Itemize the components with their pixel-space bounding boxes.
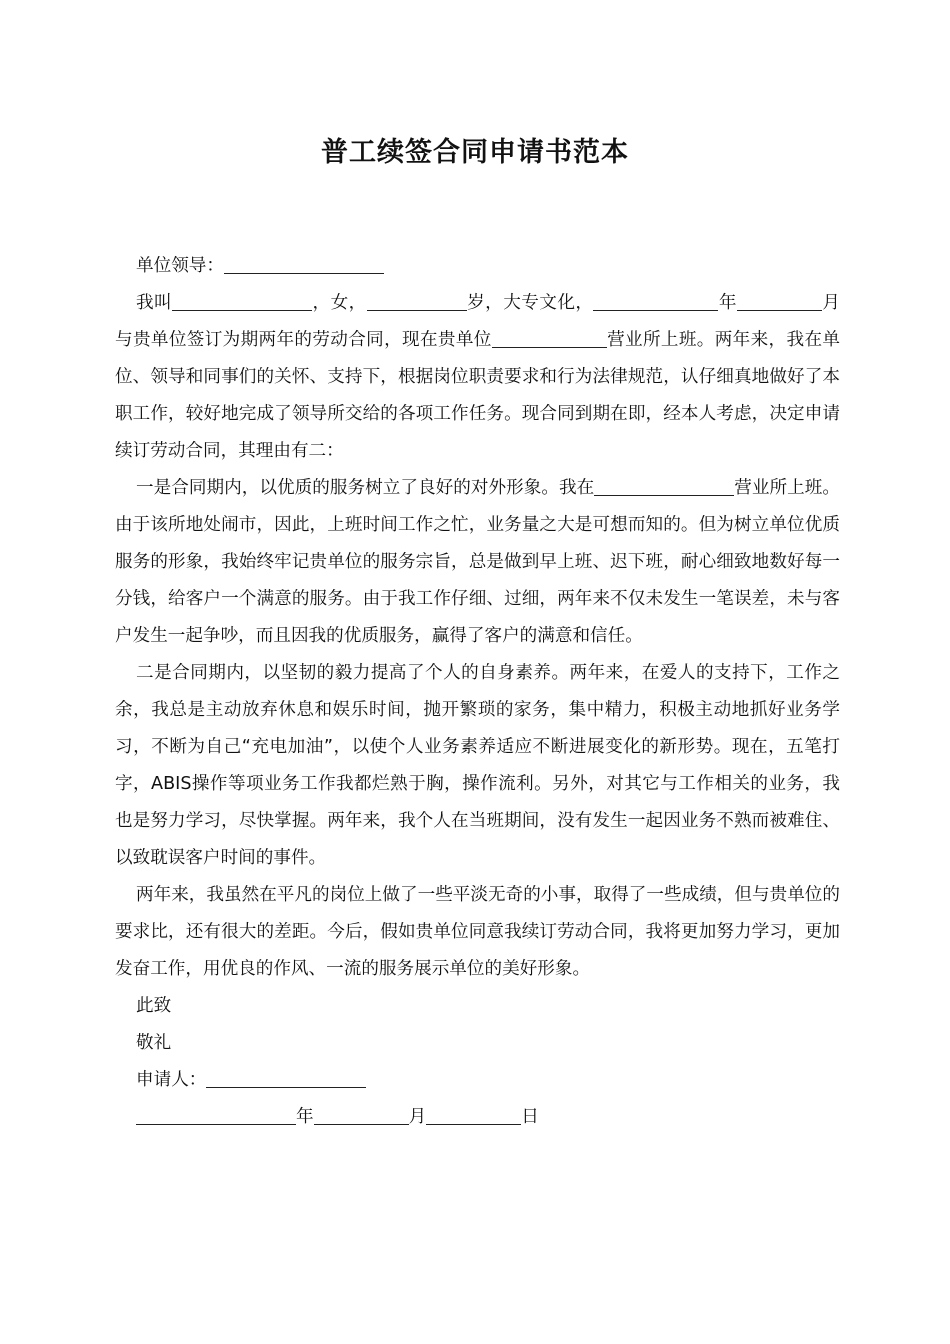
date-day-label: 日 — [521, 1107, 539, 1127]
date-month-label: 月 — [408, 1107, 427, 1127]
date-year-blank[interactable] — [136, 1106, 296, 1125]
closing-line-2: 敬礼 — [136, 1033, 172, 1053]
date-line — [115, 1099, 840, 1136]
closing-line-1: 此致 — [136, 996, 172, 1016]
branch-blank-2[interactable] — [594, 477, 734, 496]
leader-name-blank[interactable] — [224, 255, 384, 274]
age-blank[interactable] — [367, 292, 467, 311]
applicant-label: 申请人： — [136, 1070, 207, 1090]
date-month-blank[interactable] — [314, 1106, 409, 1125]
sign-month-blank[interactable] — [737, 292, 822, 311]
sign-year-blank[interactable] — [593, 292, 718, 311]
applicant-signature-blank[interactable] — [206, 1069, 366, 1088]
document-body — [115, 248, 840, 1136]
document-title: 普工续签合同申请书范本 — [321, 137, 629, 168]
intro-text-6: 营业所上班。两年来，我在单位、领导和同事们的关怀、支持下，根据岗位职责要求和行为法律规范，认仔细真地做好了本职工作，较好地完成了领导所交给的各项工作任务。现合同到期在即，经本人考虑，决定申请续订劳动合同，其理由有二： — [115, 330, 840, 461]
reason1-text-1: 一是合同期内，以优质的服务树立了良好的对外形象。我在 — [136, 478, 595, 498]
salutation-line — [115, 248, 840, 285]
applicant-line — [115, 1062, 840, 1099]
intro-text-3: 岁，大专文化， — [466, 293, 594, 313]
branch-blank-1[interactable] — [492, 329, 607, 348]
intro-text-1: 我叫 — [136, 293, 173, 313]
date-day-blank[interactable] — [426, 1106, 521, 1125]
intro-text-2: ，女， — [312, 293, 367, 313]
conclusion-paragraph: 两年来，我虽然在平凡的岗位上做了一些平淡无奇的小事，取得了一些成绩，但与贵单位的要求比，还有很大的差距。今后，假如贵单位同意我续订劳动合同，我将更加努力学习，更加发奋工作，用优良的作风、一流的服务展示单位的美好形象。 — [115, 885, 840, 979]
intro-paragraph — [115, 285, 840, 470]
reason1-text-2: 营业所上班。由于该所地处闹市，因此，上班时间工作之忙，业务量之大是可想而知的。但为树立单位优质服务的形象，我始终牢记贵单位的服务宗旨，总是做到早上班、迟下班，耐心细致地数好每一分钱，给客户一个满意的服务。由于我工作仔细、过细，两年来不仅未发生一笔误差，未与客户发生一起争吵，而且因我的优质服务，赢得了客户的满意和信任。 — [115, 478, 840, 646]
reason1-paragraph — [115, 470, 840, 655]
date-year-label: 年 — [296, 1107, 314, 1127]
applicant-name-blank[interactable] — [172, 292, 312, 311]
reason2-paragraph: 二是合同期内，以坚韧的毅力提高了个人的自身素养。两年来，在爱人的支持下，工作之余，我总是主动放弃休息和娱乐时间，抛开繁琐的家务，集中精力，积极主动地抓好业务学习，不断为自己“充电加油”，以使个人业务素养适应不断进展变化的新形势。现在，五笔打字，ABIS操作等项业务工作我都烂熟于胸，操作流利。另外，对其它与工作相关的业务，我也是努力学习，尽快掌握。两年来，我个人在当班期间，没有发生一起因业务不熟而被难住、以致耽误客户时间的事件。 — [115, 663, 840, 868]
intro-text-5: 月与贵单位签订为期两年的劳动合同，现在贵单位 — [115, 293, 840, 350]
salutation: 单位领导： — [136, 256, 224, 276]
intro-text-4: 年 — [718, 293, 737, 313]
